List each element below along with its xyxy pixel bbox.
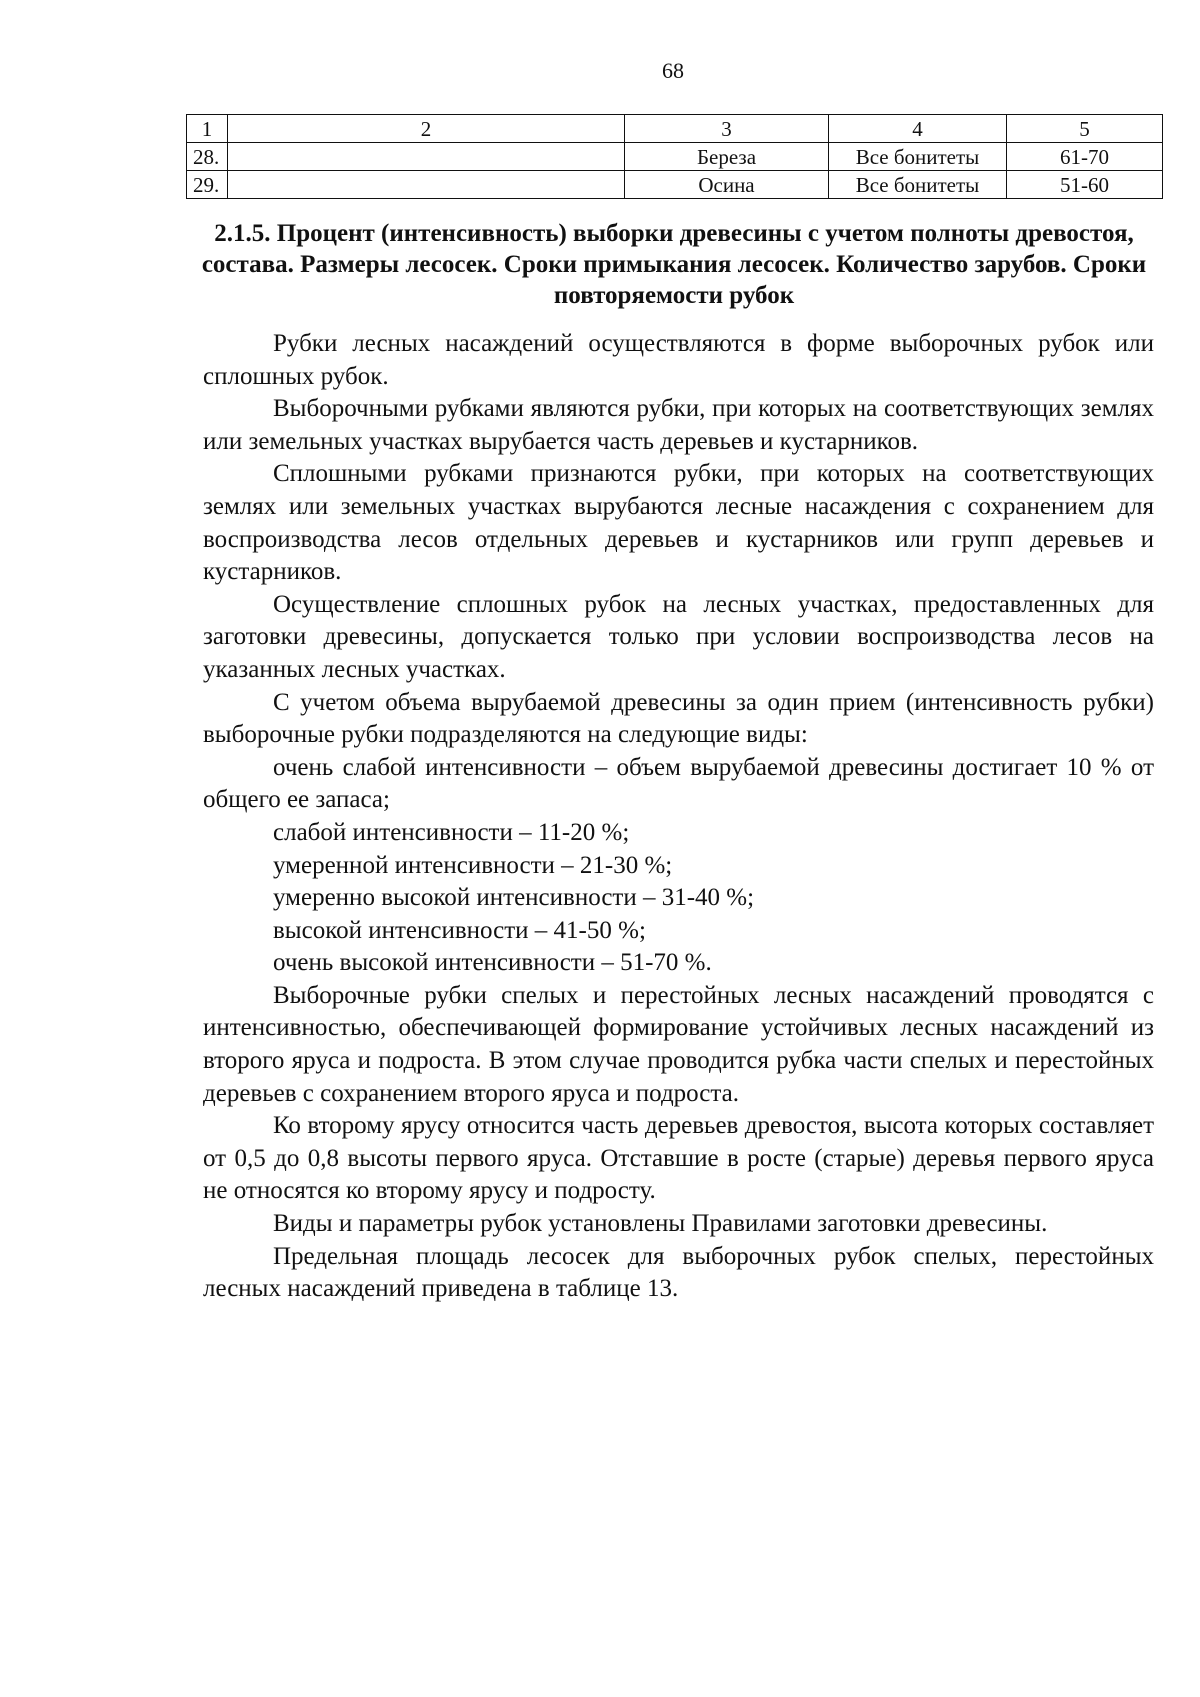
table-header-cell: 5 [1007, 115, 1163, 143]
body-text [203, 328, 1154, 1306]
table-cell: Все бонитеты [829, 143, 1007, 171]
list-item: очень высокой интенсивности – 51-70 %. [273, 949, 712, 977]
paragraph: Предельная площадь лесосек для выборочных рубок спелых, перестойных лесных насаждений приведена в таблице 13. [203, 1242, 1154, 1303]
table-cell: 29. [187, 171, 228, 199]
paragraph: Сплошными рубками признаются рубки, при которых на соответствующих землях или земельных участках вырубаются лесные насаждения с сохранением для воспроизводства лесов отдельных деревьев и кустарников или групп деревьев и кустарников. [203, 460, 1154, 586]
list-item: высокой интенсивности – 41-50 %; [273, 916, 646, 944]
paragraph: Виды и параметры рубок установлены Правилами заготовки древесины. [273, 1210, 1048, 1238]
table-header-cell: 3 [625, 115, 829, 143]
page-number: 68 [662, 58, 684, 83]
list-item: слабой интенсивности – 11-20 %; [273, 818, 630, 846]
table-cell: 28. [187, 143, 228, 171]
paragraph: Ко второму ярусу относится часть деревьев древостоя, высота которых составляет от 0,5 до 0,8 высоты первого яруса. Отставшие в росте (старые) деревья первого яруса не относятся ко второму ярусу и подросту. [203, 1112, 1154, 1205]
table-header-cell: 1 [187, 115, 228, 143]
list-item: умеренно высокой интенсивности – 31-40 %; [273, 884, 755, 912]
list-item: умеренной интенсивности – 21-30 %; [273, 851, 673, 879]
paragraph: Осуществление сплошных рубок на лесных участках, предоставленных для заготовки древесины, допускается только при условии воспроизводства лесов на указанных лесных участках. [203, 590, 1154, 683]
table-row [187, 171, 1163, 199]
paragraph: Выборочные рубки спелых и перестойных лесных насаждений проводятся с интенсивностью, обеспечивающей формирование устойчивых лесных насаждений из второго яруса и подроста. В этом случае проводится рубка части спелых и перестойных деревьев с сохранением второго яруса и подроста. [203, 981, 1154, 1107]
table-cell: 61-70 [1007, 143, 1163, 171]
section-heading: 2.1.5. Процент (интенсивность) выборки древесины с учетом полноты древостоя, состава. Размеры лесосек. Сроки примыкания лесосек. Количество зарубов. Сроки повторяемости рубок [201, 220, 1147, 309]
table-cell: Береза [625, 143, 829, 171]
table-cell [228, 143, 625, 171]
table-cell: 51-60 [1007, 171, 1163, 199]
list-item: очень слабой интенсивности – объем вырубаемой древесины достигает 10 % от общего ее запаса; [203, 753, 1154, 814]
table-row [187, 143, 1163, 171]
table-cell [228, 171, 625, 199]
paragraph: С учетом объема вырубаемой древесины за один прием (интенсивность рубки) выборочные рубки подразделяются на следующие виды: [203, 688, 1154, 749]
table-cell: Все бонитеты [829, 171, 1007, 199]
table-cell: Осина [625, 171, 829, 199]
continuation-table [186, 114, 1163, 199]
table-header-row [187, 115, 1163, 143]
table-header-cell: 4 [829, 115, 1007, 143]
table-header-cell: 2 [228, 115, 625, 143]
paragraph: Рубки лесных насаждений осуществляются в форме выборочных рубок или сплошных рубок. [203, 330, 1154, 390]
paragraph: Выборочными рубками являются рубки, при которых на соответствующих землях или земельных участках вырубается часть деревьев и кустарников. [203, 395, 1154, 455]
